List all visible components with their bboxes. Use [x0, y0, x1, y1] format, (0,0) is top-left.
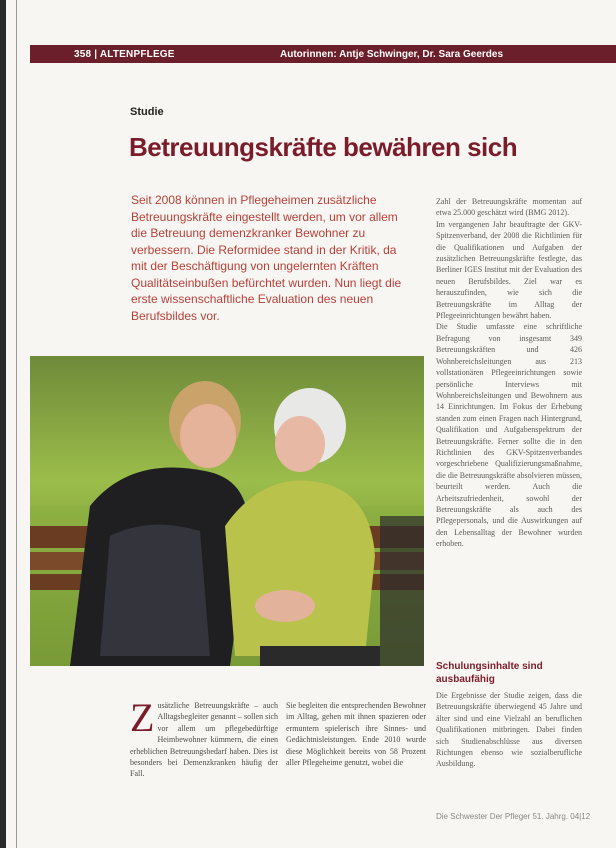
section-subheading: Schulungsinhalte sind ausbaufähig — [436, 661, 543, 685]
right-col-paragraph: Die Studie umfasste eine schriftliche Befragung von insgesamt 349 Betreuungskräften und 426 Wohnbereichsleitungen aus 213 vollstationären Pflegeeinrichtungen sowie persönliche Interviews mit Wohnbereichsleitungen und Bewohnern aus 14 Einrichtungen. Im Fokus der Erhebung standen zum einen Fragen nach Hintergrund, Qualifikation und Aufgabenspektrum der Betreuungskräfte. Ferner sollte die in den Richtlinien des GKV-Spitzenverbandes vorgeschriebene Qualifizierungsmaßnahme, die die Betreuungskräfte absolvieren müssen, beurteilt werden. Auch die Arbeitszufriedenheit, sowohl der Betreuungskräfte als auch des Pflegepersonals, und die Auswirkungen auf den Lebensalltag der Bewohner wurden erhoben. — [436, 322, 582, 549]
page-footer: Die Schwester Der Pfleger 51. Jahrg. 04|12 — [436, 812, 591, 821]
page-fold-line — [16, 0, 17, 848]
authors-label: Autorinnen: Antje Schwinger, Dr. Sara Geerdes — [280, 48, 504, 60]
bottom-column-2 — [286, 700, 426, 768]
page-edge — [0, 0, 6, 848]
article-photo — [30, 356, 424, 666]
bottom-col2-paragraph: Sie begleiten die entsprechenden Bewohner im Alltag, gehen mit ihnen spazieren oder ermuntern spielerisch ihre Sinnes- und Gedächtnisleistungen. Ende 2010 wurde diese Möglichkeit bereits von 58 Prozent aller Pflegeheime genutzt, wobei die — [286, 701, 426, 768]
right-column-lower — [436, 690, 582, 770]
right-col-paragraph: Im vergangenen Jahr beauftragte der GKV-Spitzenverband, der 2008 die Richtlinien für die Qualifikationen und Aufgaben der zusätzlichen Betreuungskräfte festlegte, das Berliner IGES Institut mit der Evaluation des neuen Berufsbildes. Ziel war es herauszufinden, wie sich die Betreuungskräfte im Alltag der Pflegeeinrichtungen bewährt haben. — [436, 219, 582, 321]
article-kicker: Studie — [130, 106, 164, 118]
section-label: 358 | ALTENPFLEGE — [74, 48, 175, 60]
bottom-col1-paragraph: usätzliche Betreuungskräfte – auch Alltagsbegleiter genannt – sollen sich vor allem um pflegebedürftige Heimbewohner kümmern, die einen erheblichen Betreuungsbedarf haben. Dies ist besonders bei Demenzkranken häufig der Fall. — [130, 701, 278, 779]
article-lead: Seit 2008 können in Pflegeheimen zusätzliche Betreuungskräfte eingestellt werden, um vor allem die Betreuung demenzkranker Bewohner zu verbessern. Die Reformidee stand in der Kritik, da mit der Beschäftigung von ungelernten Kräften Qualitätseinbußen befürchtet wurden. Nun liegt die erste wissenschaftliche Evaluation des neuen Berufsbildes vor. — [131, 193, 402, 323]
photo-illustration — [30, 356, 424, 666]
header-bar — [30, 45, 616, 63]
right-column — [436, 196, 582, 550]
bottom-column-1 — [130, 695, 278, 780]
right-col2-paragraph: Die Ergebnisse der Studie zeigen, dass die Betreuungskräfte überwiegend 45 Jahre und älter sind und eine Vielzahl an beruflichen Qualifikationen mitbringen. Dabei finden sich Studienabschlüsse aus diversen Richtungen ebenso wie sozialberufliche Ausbildung. — [436, 691, 582, 769]
article-title: Betreuungskräfte bewähren sich — [129, 132, 518, 162]
drop-cap: Z — [130, 695, 155, 740]
right-col-paragraph: Zahl der Betreuungskräfte momentan auf etwa 25.000 geschätzt wird (BMG 2012). — [436, 197, 582, 218]
